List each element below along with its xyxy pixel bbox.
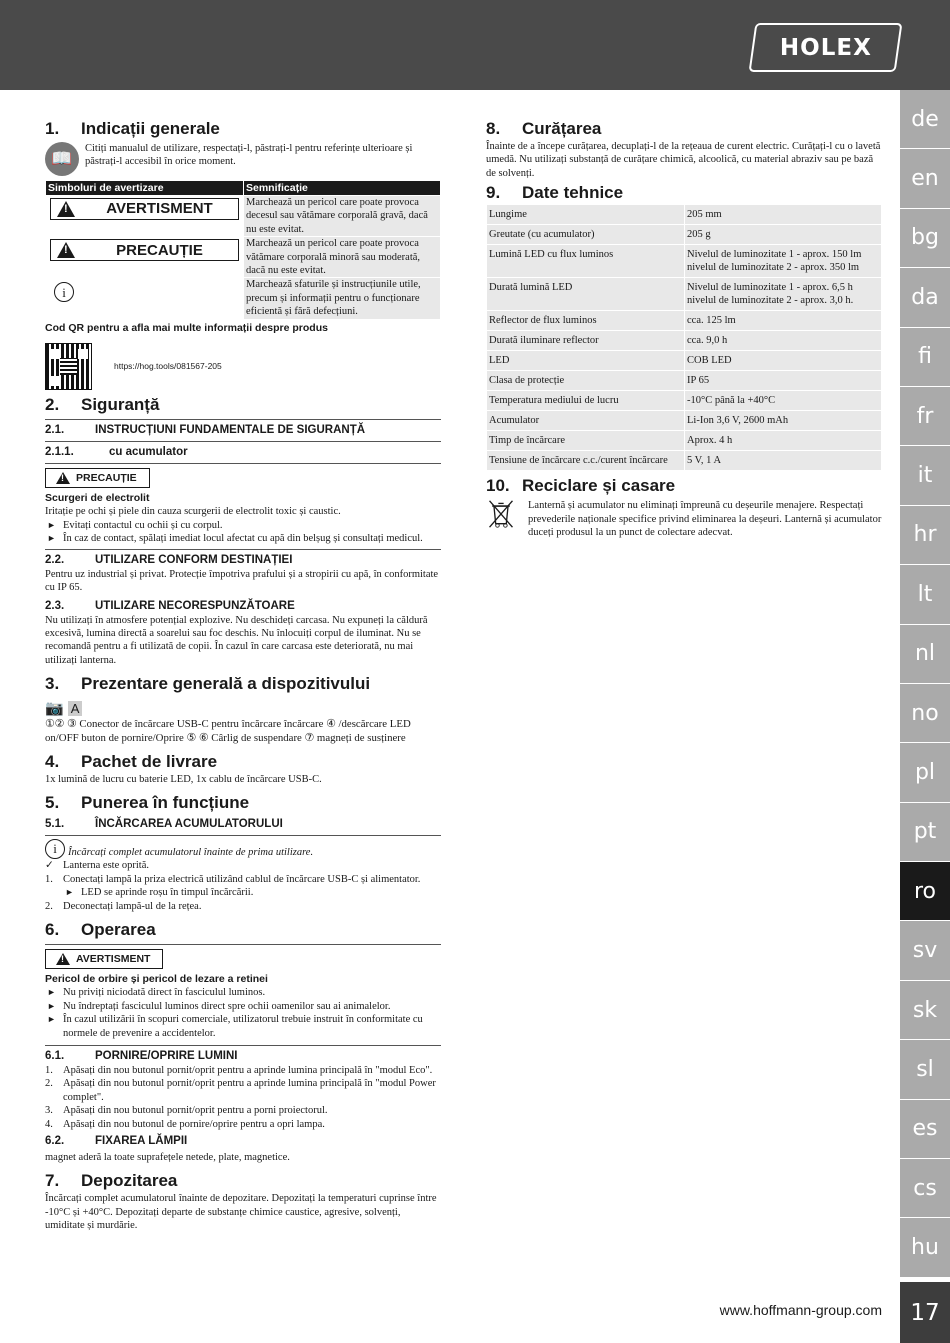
- table-row: [487, 431, 881, 450]
- warning-box: ! AVERTISMENT: [45, 949, 163, 969]
- spec-name: Acumulator: [487, 411, 684, 430]
- spec-name: Tensiune de încărcare c.c./curent încărcare: [487, 451, 684, 470]
- spec-value: -10°C până la +40°C: [685, 391, 881, 410]
- page-number: 17: [900, 1282, 950, 1343]
- table-row: [487, 371, 881, 390]
- leak-title: Scurgeri de electrolit: [45, 492, 150, 505]
- warning-symbol: ! AVERTISMENT: [50, 198, 239, 220]
- info-meaning: Marchează sfaturile și instrucțiunile utile, precum și informații pentru o funcționare eficientă și fără defecțiuni.: [244, 278, 440, 318]
- list-item: ► În caz de contact, spălați imediat locul afectat cu apă din belșug și consultați medicul.: [45, 532, 441, 545]
- warning-symbols-table: [45, 180, 441, 320]
- spec-name: Greutate (cu acumulator): [487, 225, 684, 244]
- table-header: Simboluri de avertizare: [46, 181, 243, 195]
- spec-value: COB LED: [685, 351, 881, 370]
- spec-name: Durată lumină LED: [487, 278, 684, 310]
- camera-icon: 📷: [45, 701, 64, 718]
- read-manual-icon: 📖: [45, 142, 79, 176]
- section-heading: 5. Punerea în funcțiune: [45, 793, 250, 813]
- charging-info: Încărcați complet acumulatorul înainte de prima utilizare.: [68, 846, 314, 858]
- spec-value: cca. 125 lm: [685, 311, 881, 330]
- spec-value: 205 mm: [685, 205, 881, 224]
- section-heading: 9. Date tehnice: [486, 183, 624, 203]
- table-row: [487, 331, 881, 350]
- warning-triangle-icon: [57, 242, 75, 258]
- header-bar: [0, 0, 950, 90]
- language-tabs: [900, 90, 950, 1278]
- language-tab-pt[interactable]: pt: [900, 803, 950, 862]
- spec-value: cca. 9,0 h: [685, 331, 881, 350]
- list-item: 1. Apăsați din nou butonul pornit/oprit pentru a aprinde lumina principală în "modul Eco".: [45, 1065, 433, 1076]
- delivery-text: 1x lumină de lucru cu baterie LED, 1x cablu de încărcare USB-C.: [45, 773, 322, 785]
- subsection-heading: 6.2. FIXAREA LĂMPII: [45, 1135, 188, 1148]
- caution-box: ! PRECAUȚIE: [45, 468, 150, 488]
- left-column: [45, 112, 441, 1233]
- list-item: ► În cazul utilizării în scopuri comerciale, utilizatorul trebuie instruit în conformitate cu normele de prevenire a accidentelor.: [45, 1013, 441, 1040]
- warning-triangle-icon: [57, 201, 75, 217]
- table-header: Semnificație: [244, 181, 440, 195]
- subsection-heading: 6.1. PORNIRE/OPRIRE LUMINI: [45, 1050, 238, 1062]
- leak-text: Iritație pe ochi și piele din cauza scurgerii de electrolit toxic și caustic.: [45, 506, 341, 518]
- subsection-heading: 2.3. UTILIZARE NECORESPUNZĂTOARE: [45, 599, 295, 612]
- spec-value: Li-Ion 3,6 V, 2600 mAh: [685, 411, 881, 430]
- table-row: [487, 411, 881, 430]
- section-heading: 2. Siguranță: [45, 395, 160, 415]
- table-row: [487, 205, 881, 224]
- qr-code-icon[interactable]: [45, 343, 92, 390]
- device-overview-text: ①② ③ Conector de încărcare USB-C pentru încărcare încărcare ④ /descărcare LED on/OFF buton de pornire/Oprire ⑤ ⑥ Cârlig de suspendare ⑦ magneți de susținere: [45, 718, 411, 744]
- language-tab-no[interactable]: no: [900, 684, 950, 743]
- info-icon: i: [45, 839, 65, 859]
- subsection-heading: 2.2. UTILIZARE CONFORM DESTINAȚIEI: [45, 553, 293, 566]
- spec-value: 5 V, 1 A: [685, 451, 881, 470]
- language-tab-hr[interactable]: hr: [900, 506, 950, 565]
- section-heading: 3. Prezentare generală a dispozitivului: [45, 674, 371, 694]
- misuse-text: Nu utilizați în atmosfere potențial explozive. Nu deschideți carcasa. Nu expuneți la căldură excesivă, lumina directă a soarelui sau foc deschis. Nu înlocuiți corpul de iluminat. Nu se recomandă pentru a fi utilizată de copii. În cazul în care carcasa este deteriorată, nu mai utilizați lanterna.: [45, 614, 428, 666]
- language-tab-ro[interactable]: ro: [900, 862, 950, 921]
- section-heading: 6. Operarea: [45, 919, 156, 939]
- section-heading: 10. Reciclare și casare: [486, 476, 676, 496]
- table-row: [487, 351, 881, 370]
- list-item: ► LED se aprinde roșu în timpul încărcării.: [65, 887, 254, 899]
- spec-name: Lumină LED cu flux luminos: [487, 245, 684, 277]
- spec-value: 205 g: [685, 225, 881, 244]
- list-item: ► Evitați contactul cu ochii și cu corpul.: [45, 519, 441, 532]
- caution-symbol: ! PRECAUȚIE: [50, 239, 239, 261]
- table-row: [487, 245, 881, 277]
- language-tab-sl[interactable]: sl: [900, 1040, 950, 1099]
- language-tab-cs[interactable]: cs: [900, 1159, 950, 1218]
- figure-label: A: [68, 701, 83, 716]
- spec-name: Timp de încărcare: [487, 431, 684, 450]
- warning-triangle-icon: [56, 472, 70, 484]
- language-tab-fr[interactable]: fr: [900, 387, 950, 446]
- table-row: [487, 451, 881, 470]
- list-item: 2. Deconectați lampă-ul de la rețea.: [45, 900, 202, 912]
- list-item: ► Nu priviți niciodată direct în fasciculul luminos.: [45, 986, 441, 999]
- mounting-text: magnet aderă la toate suprafețele netede, plate, magnetice.: [45, 1152, 290, 1164]
- qr-url[interactable]: https://hog.tools/081567-205: [114, 360, 222, 371]
- spec-value: Nivelul de luminozitate 1 - aprox. 6,5 h nivelul de luminozitate 2 - aprox. 3,0 h.: [685, 278, 881, 310]
- section-heading: 7. Depozitarea: [45, 1171, 178, 1191]
- qr-label: Cod QR pentru a afla mai multe informații despre produs: [45, 321, 328, 334]
- spec-name: Temperatura mediului de lucru: [487, 391, 684, 410]
- technical-data-table: [486, 204, 882, 471]
- section-heading: 8. Curățarea: [486, 119, 602, 138]
- spec-name: Lungime: [487, 205, 684, 224]
- table-row: [487, 311, 881, 330]
- holex-logo: [749, 23, 903, 72]
- spec-value: Aprox. 4 h: [685, 431, 881, 450]
- list-item: 4. Apăsați din nou butonul de pornire/oprire pentru a opri lampa.: [45, 1118, 325, 1130]
- language-tab-bg[interactable]: bg: [900, 209, 950, 268]
- caution-meaning: Marchează un pericol care poate provoca vătămare corporală minoră sau moderată, dacă nu este evitat.: [244, 237, 440, 277]
- subsection-heading: 2.1. INSTRUCȚIUNI FUNDAMENTALE DE SIGURANȚĂ: [45, 424, 366, 437]
- language-tab-pl[interactable]: pl: [900, 743, 950, 802]
- spec-name: Durată iluminare reflector: [487, 331, 684, 350]
- cleaning-text: Înainte de a începe curățarea, decuplați-l de la rețeaua de curent electric. Curățați-l cu o lavetă umedă. Nu utilizați substanță de curățare chimică, alcoolică, cu material abraziv sau pe bază de solvenți.: [486, 141, 881, 179]
- spec-name: Clasa de protecție: [487, 371, 684, 390]
- intended-use-text: Pentru uz industrial și privat. Protecție împotriva prafului și a stropirii cu apă, în conformitate cu IP 65.: [45, 568, 439, 594]
- language-tab-sv[interactable]: sv: [900, 921, 950, 980]
- subsection-heading: 5.1. ÎNCĂRCAREA ACUMULATORULUI: [45, 818, 283, 831]
- language-tab-it[interactable]: it: [900, 446, 950, 505]
- spec-name: LED: [487, 351, 684, 370]
- table-row: [487, 391, 881, 410]
- spec-name: Reflector de flux luminos: [487, 311, 684, 330]
- storage-text: Încărcați complet acumulatorul înainte de depozitare. Depozitați la temperaturi cuprinse între -10°C și +40°C. Depozitați departe de substanțe chimice caustice, agresive, solvenți, umiditate și murdărie.: [45, 1193, 437, 1232]
- spec-value: IP 65: [685, 371, 881, 390]
- list-item: ✓ Lanterna este oprită.: [45, 860, 149, 872]
- subsection-heading: 2.1.1. cu acumulator: [45, 446, 188, 459]
- list-item: ► Nu îndreptați fasciculul luminos direct spre ochii oamenilor sau ai animalelor.: [45, 1000, 441, 1013]
- info-icon: i: [54, 282, 74, 302]
- warning-meaning: Marchează un pericol care poate provoca decesul sau vătămare corporală gravă, dacă nu este evitat.: [244, 196, 440, 236]
- language-tab-fi[interactable]: fi: [900, 328, 950, 387]
- language-tab-nl[interactable]: nl: [900, 625, 950, 684]
- warning-triangle-icon: [56, 953, 70, 965]
- spec-value: Nivelul de luminozitate 1 - aprox. 150 lm nivelul de luminozitate 2 - aprox. 350 lm: [685, 245, 881, 277]
- list-item: 2. Apăsați din nou butonul pornit/oprit pentru a aprinde lumina principală în "modul Power complet".: [45, 1078, 436, 1103]
- hazard-title: Pericol de orbire și pericol de lezare a retinei: [45, 972, 268, 985]
- language-tab-sk[interactable]: sk: [900, 981, 950, 1040]
- table-row: [487, 278, 881, 310]
- language-tab-en[interactable]: en: [900, 149, 950, 208]
- language-tab-de[interactable]: de: [900, 90, 950, 149]
- crossed-bin-icon: [486, 499, 516, 529]
- language-tab-hu[interactable]: hu: [900, 1218, 950, 1277]
- intro-text: Citiți manualul de utilizare, respectați-l, păstrați-l pentru referințe ulterioare și păstrați-l accesibil în orice moment.: [85, 143, 413, 168]
- brand-name: HOLEX: [779, 34, 872, 61]
- table-row: [487, 225, 881, 244]
- section-heading: 1. Indicații generale: [45, 119, 220, 138]
- list-item: 1. Conectați lampă la priza electrică utilizând cablul de încărcare USB-C și alimentator.: [45, 873, 421, 885]
- language-tab-da[interactable]: da: [900, 268, 950, 327]
- footer-url[interactable]: www.hoffmann-group.com: [719, 1302, 882, 1318]
- right-column: [486, 112, 882, 539]
- language-tab-es[interactable]: es: [900, 1100, 950, 1159]
- disposal-text: Lanternă și acumulator nu eliminați împreună cu deșeurile menajere. Respectați prevederile naționale specifice privind eliminarea la deșeuri. Lanternă și acumulator duceți produsul la un punct de colectare adecvat.: [528, 500, 882, 539]
- language-tab-lt[interactable]: lt: [900, 565, 950, 624]
- section-heading: 4. Pachet de livrare: [45, 751, 218, 771]
- list-item: 3. Apăsați din nou butonul pornit/oprit pentru a porni proiectorul.: [45, 1105, 328, 1117]
